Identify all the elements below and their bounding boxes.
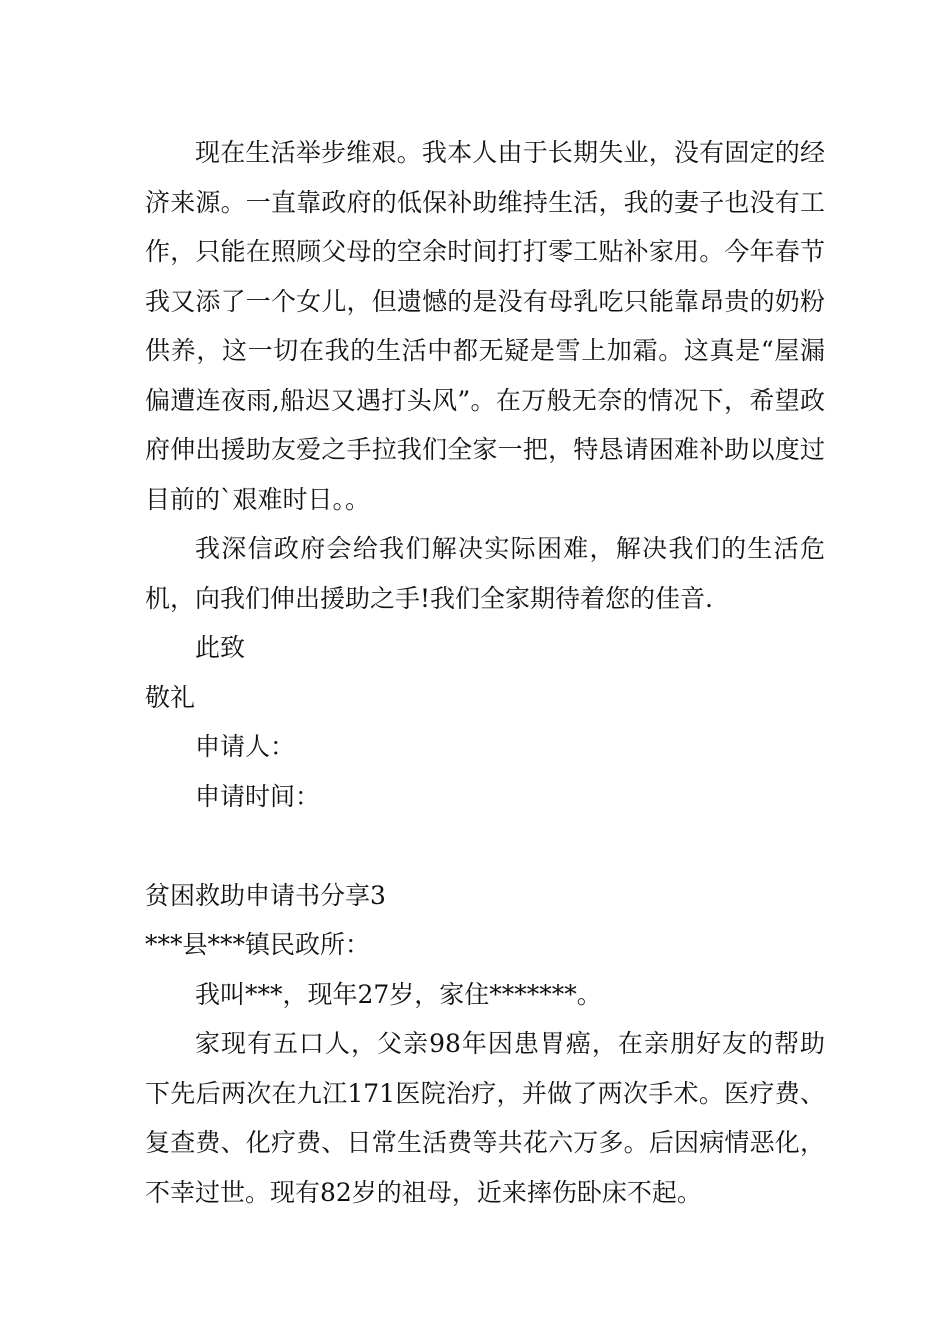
closing-regards: 敬礼 xyxy=(145,682,196,712)
closing-salutation: 此致 xyxy=(195,633,246,662)
section-gap xyxy=(145,821,825,871)
recipient-line: ***县***镇民政所： xyxy=(145,930,371,959)
document-page xyxy=(145,128,825,1217)
body-paragraph-trust: 我深信政府会给我们解决实际困难，解决我们的生活危机，向我们伸出援助之手!我们全家期待着您的佳音. xyxy=(145,534,825,613)
body-paragraph-family: 家现有五口人，父亲98年因患胃癌，在亲朋好友的帮助下先后两次在九江171医院治疗，并做了两次手术。医疗费、复查费、化疗费、日常生活费等共花六万多。后因病情恶化，不幸过世。现有82岁的祖母，近来摔伤卧床不起。 xyxy=(145,1029,825,1207)
body-paragraph-hardship: 现在生活举步维艰。我本人由于长期失业，没有固定的经济来源。一直靠政府的低保补助维持生活，我的妻子也没有工作，只能在照顾父母的空余时间打打零工贴补家用。今年春节我又添了一个女儿，但遗憾的是没有母乳吃只能靠昂贵的奶粉供养，这一切在我的生活中都无疑是雪上加霜。这真是“屋漏偏遭连夜雨,船迟又遇打头风”。在万般无奈的情况下，希望政府伸出援助友爱之手拉我们全家一把，特恳请困难补助以度过目前的`艰难时日。。 xyxy=(145,138,825,514)
intro-paragraph: 我叫***，现年27岁，家住*******。 xyxy=(195,979,602,1009)
applicant-label: 申请人： xyxy=(195,732,296,761)
section-title: 贫困救助申请书分享3 xyxy=(145,880,386,910)
application-date-label: 申请时间： xyxy=(195,781,321,811)
